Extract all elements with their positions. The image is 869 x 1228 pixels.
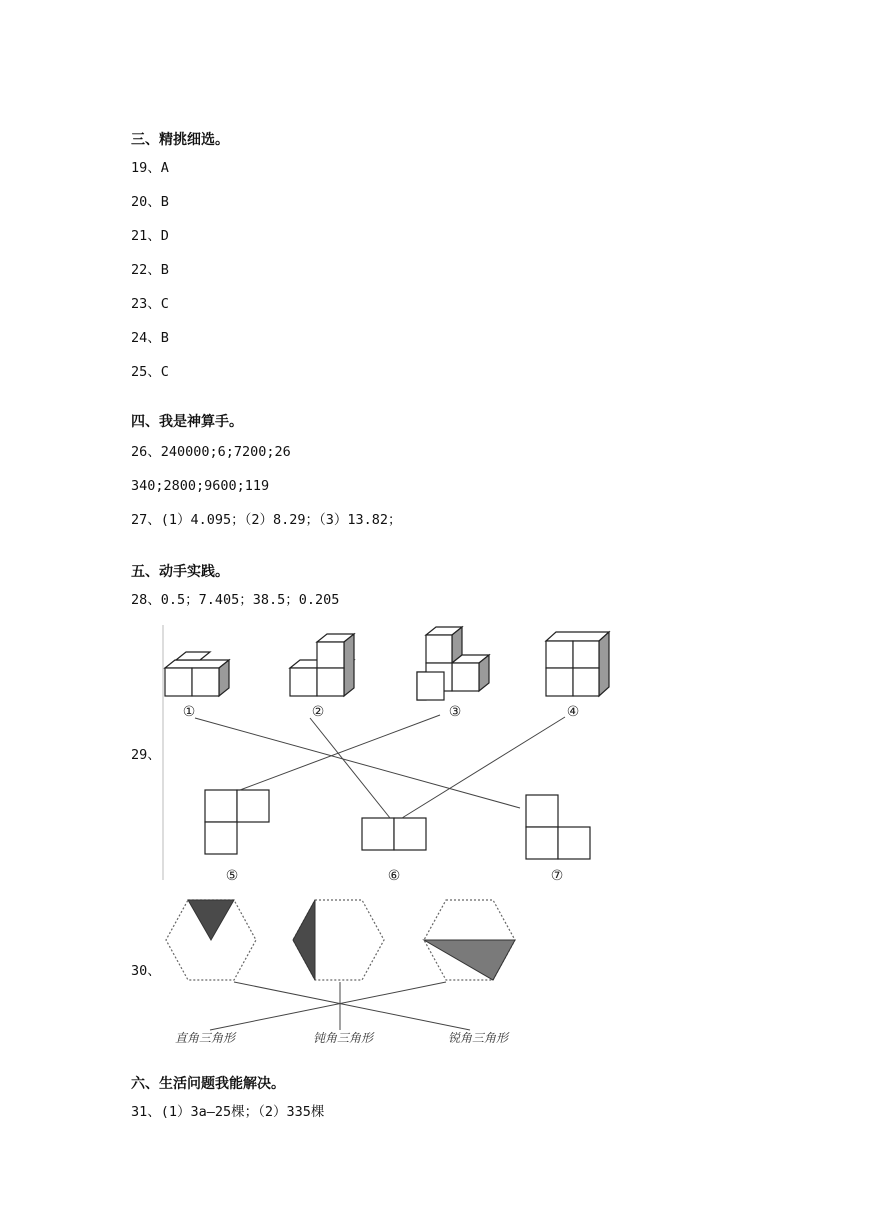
answer-22: 22、B: [131, 262, 169, 278]
view-figure-7: [526, 795, 590, 859]
label-1: ①: [182, 704, 196, 720]
answer-27: 27、(1）4.095；（2）8.29；（3）13.82；: [131, 512, 402, 528]
q29-matching-figure: [160, 622, 630, 884]
answer-25: 25、C: [131, 364, 169, 380]
section-3-heading: 三、精挑细选。: [131, 132, 229, 148]
answer-23: 23、C: [131, 296, 169, 312]
label-5: ⑤: [225, 868, 239, 884]
triangle-label-obtuse: 钝角三角形: [312, 1031, 374, 1045]
answer-28: 28、0.5；7.405；38.5；0.205: [131, 592, 340, 608]
answer-31: 31、(1）3a—25棵；（2）335棵: [131, 1104, 325, 1120]
cube-figure-3: [417, 627, 489, 700]
label-6: ⑥: [387, 868, 401, 884]
answer-30-label: 30、: [131, 963, 161, 979]
answer-21: 21、D: [131, 228, 169, 244]
answer-20: 20、B: [131, 194, 169, 210]
answer-26-line-2: 340;2800;9600;119: [131, 478, 270, 494]
section-5-heading: 五、动手实践。: [131, 564, 229, 580]
triangle-2: [293, 900, 315, 980]
label-2: ②: [311, 704, 325, 720]
cube-figure-2: [290, 634, 354, 696]
label-7: ⑦: [550, 868, 564, 884]
answer-29-label: 29、: [131, 747, 161, 763]
q30-connection-lines: [210, 982, 470, 1030]
cube-figure-4: [546, 632, 609, 696]
answer-26-line-1: 26、240000;6;7200;26: [131, 444, 291, 460]
answer-19: 19、A: [131, 160, 169, 176]
triangle-label-right: 直角三角形: [174, 1031, 236, 1045]
section-6-heading: 六、生活问题我能解决。: [131, 1076, 285, 1092]
answer-24: 24、B: [131, 330, 169, 346]
label-3: ③: [448, 704, 462, 720]
label-4: ④: [566, 704, 580, 720]
section-4-heading: 四、我是神算手。: [131, 414, 243, 430]
view-figure-5: [205, 790, 269, 854]
cube-figure-1: [165, 652, 229, 696]
view-figure-6: [362, 818, 426, 850]
q30-triangle-figure: [160, 890, 530, 1050]
triangle-label-acute: 锐角三角形: [447, 1031, 509, 1045]
